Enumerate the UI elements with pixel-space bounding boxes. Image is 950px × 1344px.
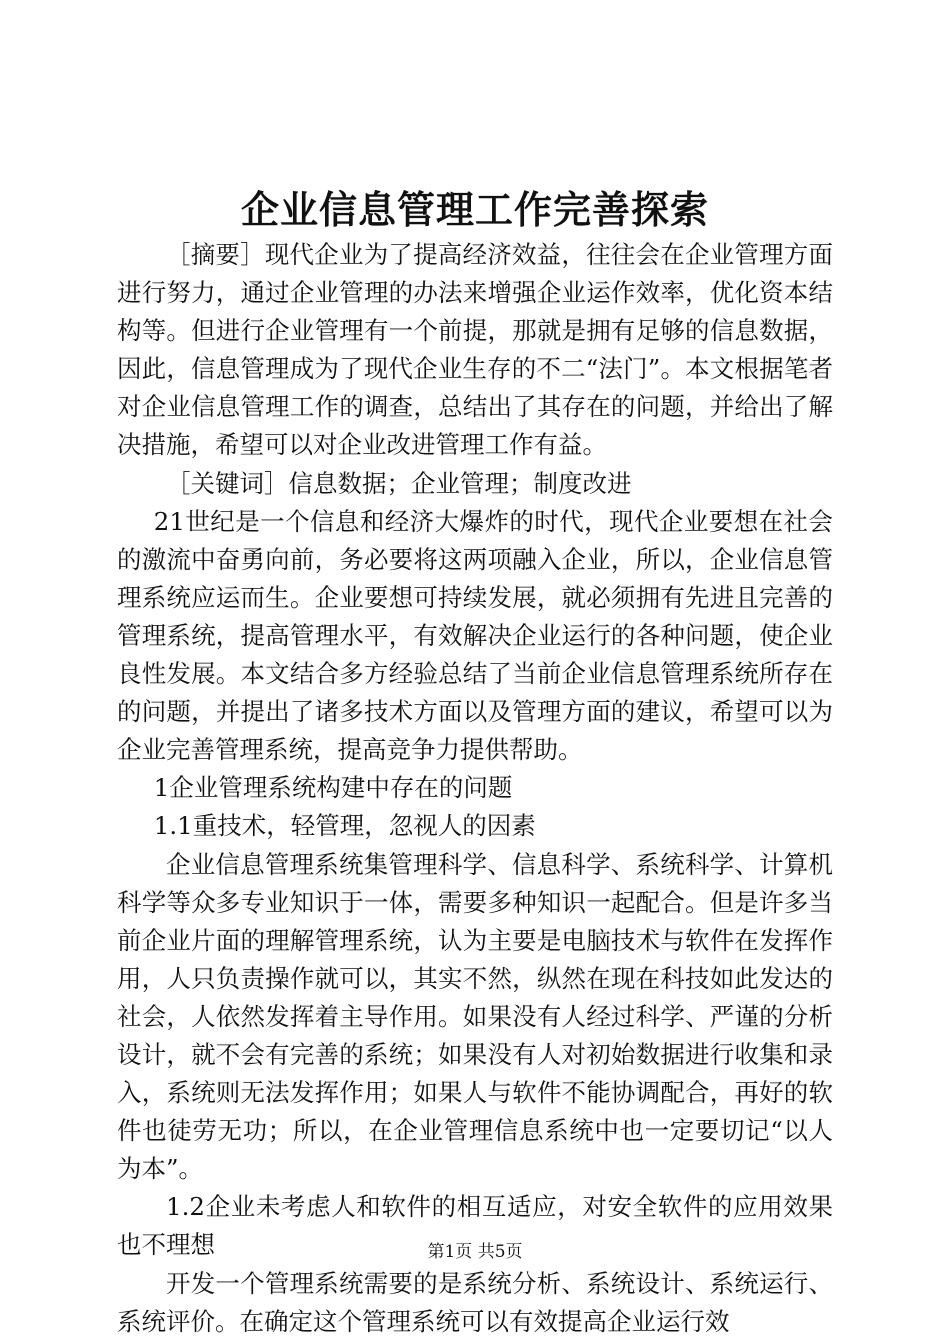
document-title: 企业信息管理工作完善探索: [240, 187, 709, 232]
subsection-heading-1-2: 1.2企业未考虑人和软件的相互适应，对安全软件的应用效果也不理想: [117, 1192, 833, 1260]
keywords-paragraph: ［关键词］信息数据；企业管理；制度改进: [166, 468, 632, 498]
body-paragraph: 企业信息管理系统集管理科学、信息科学、系统科学、计算机科学等众多专业知识于一体，需要多种知识一起配合。但是许多当前企业片面的理解管理系统，认为主要是电脑技术与软件在发挥作用，人只负责操作就可以，其实不然，纵然在现在科技如此发达的社会，人依然发挥着主导作用。如果没有人经过科学、严谨的分析设计，就不会有完善的系统；如果没有人对初始数据进行收集和录入，系统则无法发挥作用；如果人与软件不能协调配合，再好的软件也徒劳无功；所以，在企业管理信息系统中也一定要切记“以人为本”。: [117, 849, 833, 1184]
section-heading-1: 1企业管理系统构建中存在的问题: [153, 773, 513, 803]
page-footer: 第1页 共5页: [427, 1242, 523, 1262]
document-body: [117, 236, 833, 1341]
subsection-heading-1-1: 1.1重技术，轻管理，忽视人的因素: [153, 811, 536, 841]
abstract-paragraph: ［摘要］现代企业为了提高经济效益，往往会在企业管理方面进行努力，通过企业管理的办法来增强企业运作效率，优化资本结构等。但进行企业管理有一个前提，那就是拥有足够的信息数据，因此，信息管理成为了现代企业生存的不二“法门”。本文根据笔者对企业信息管理工作的调查，总结出了其存在的问题，并给出了解决措施，希望可以对企业改进管理工作有益。: [117, 240, 833, 460]
body-paragraph: 开发一个管理系统需要的是系统分析、系统设计、系统运行、系统评价。在确定这个管理系统可以有效提高企业运行效: [117, 1268, 833, 1336]
intro-paragraph: 21世纪是一个信息和经济大爆炸的时代，现代企业要想在社会的激流中奋勇向前，务必要将这两项融入企业，所以，企业信息管理系统应运而生。企业要想可持续发展，就必须拥有先进且完善的管理系统，提高管理水平，有效解决企业运行的各种问题，使企业良性发展。本文结合多方经验总结了当前企业信息管理系统所存在的问题，并提出了诸多技术方面以及管理方面的建议，希望可以为企业完善管理系统，提高竞争力提供帮助。: [117, 506, 833, 765]
